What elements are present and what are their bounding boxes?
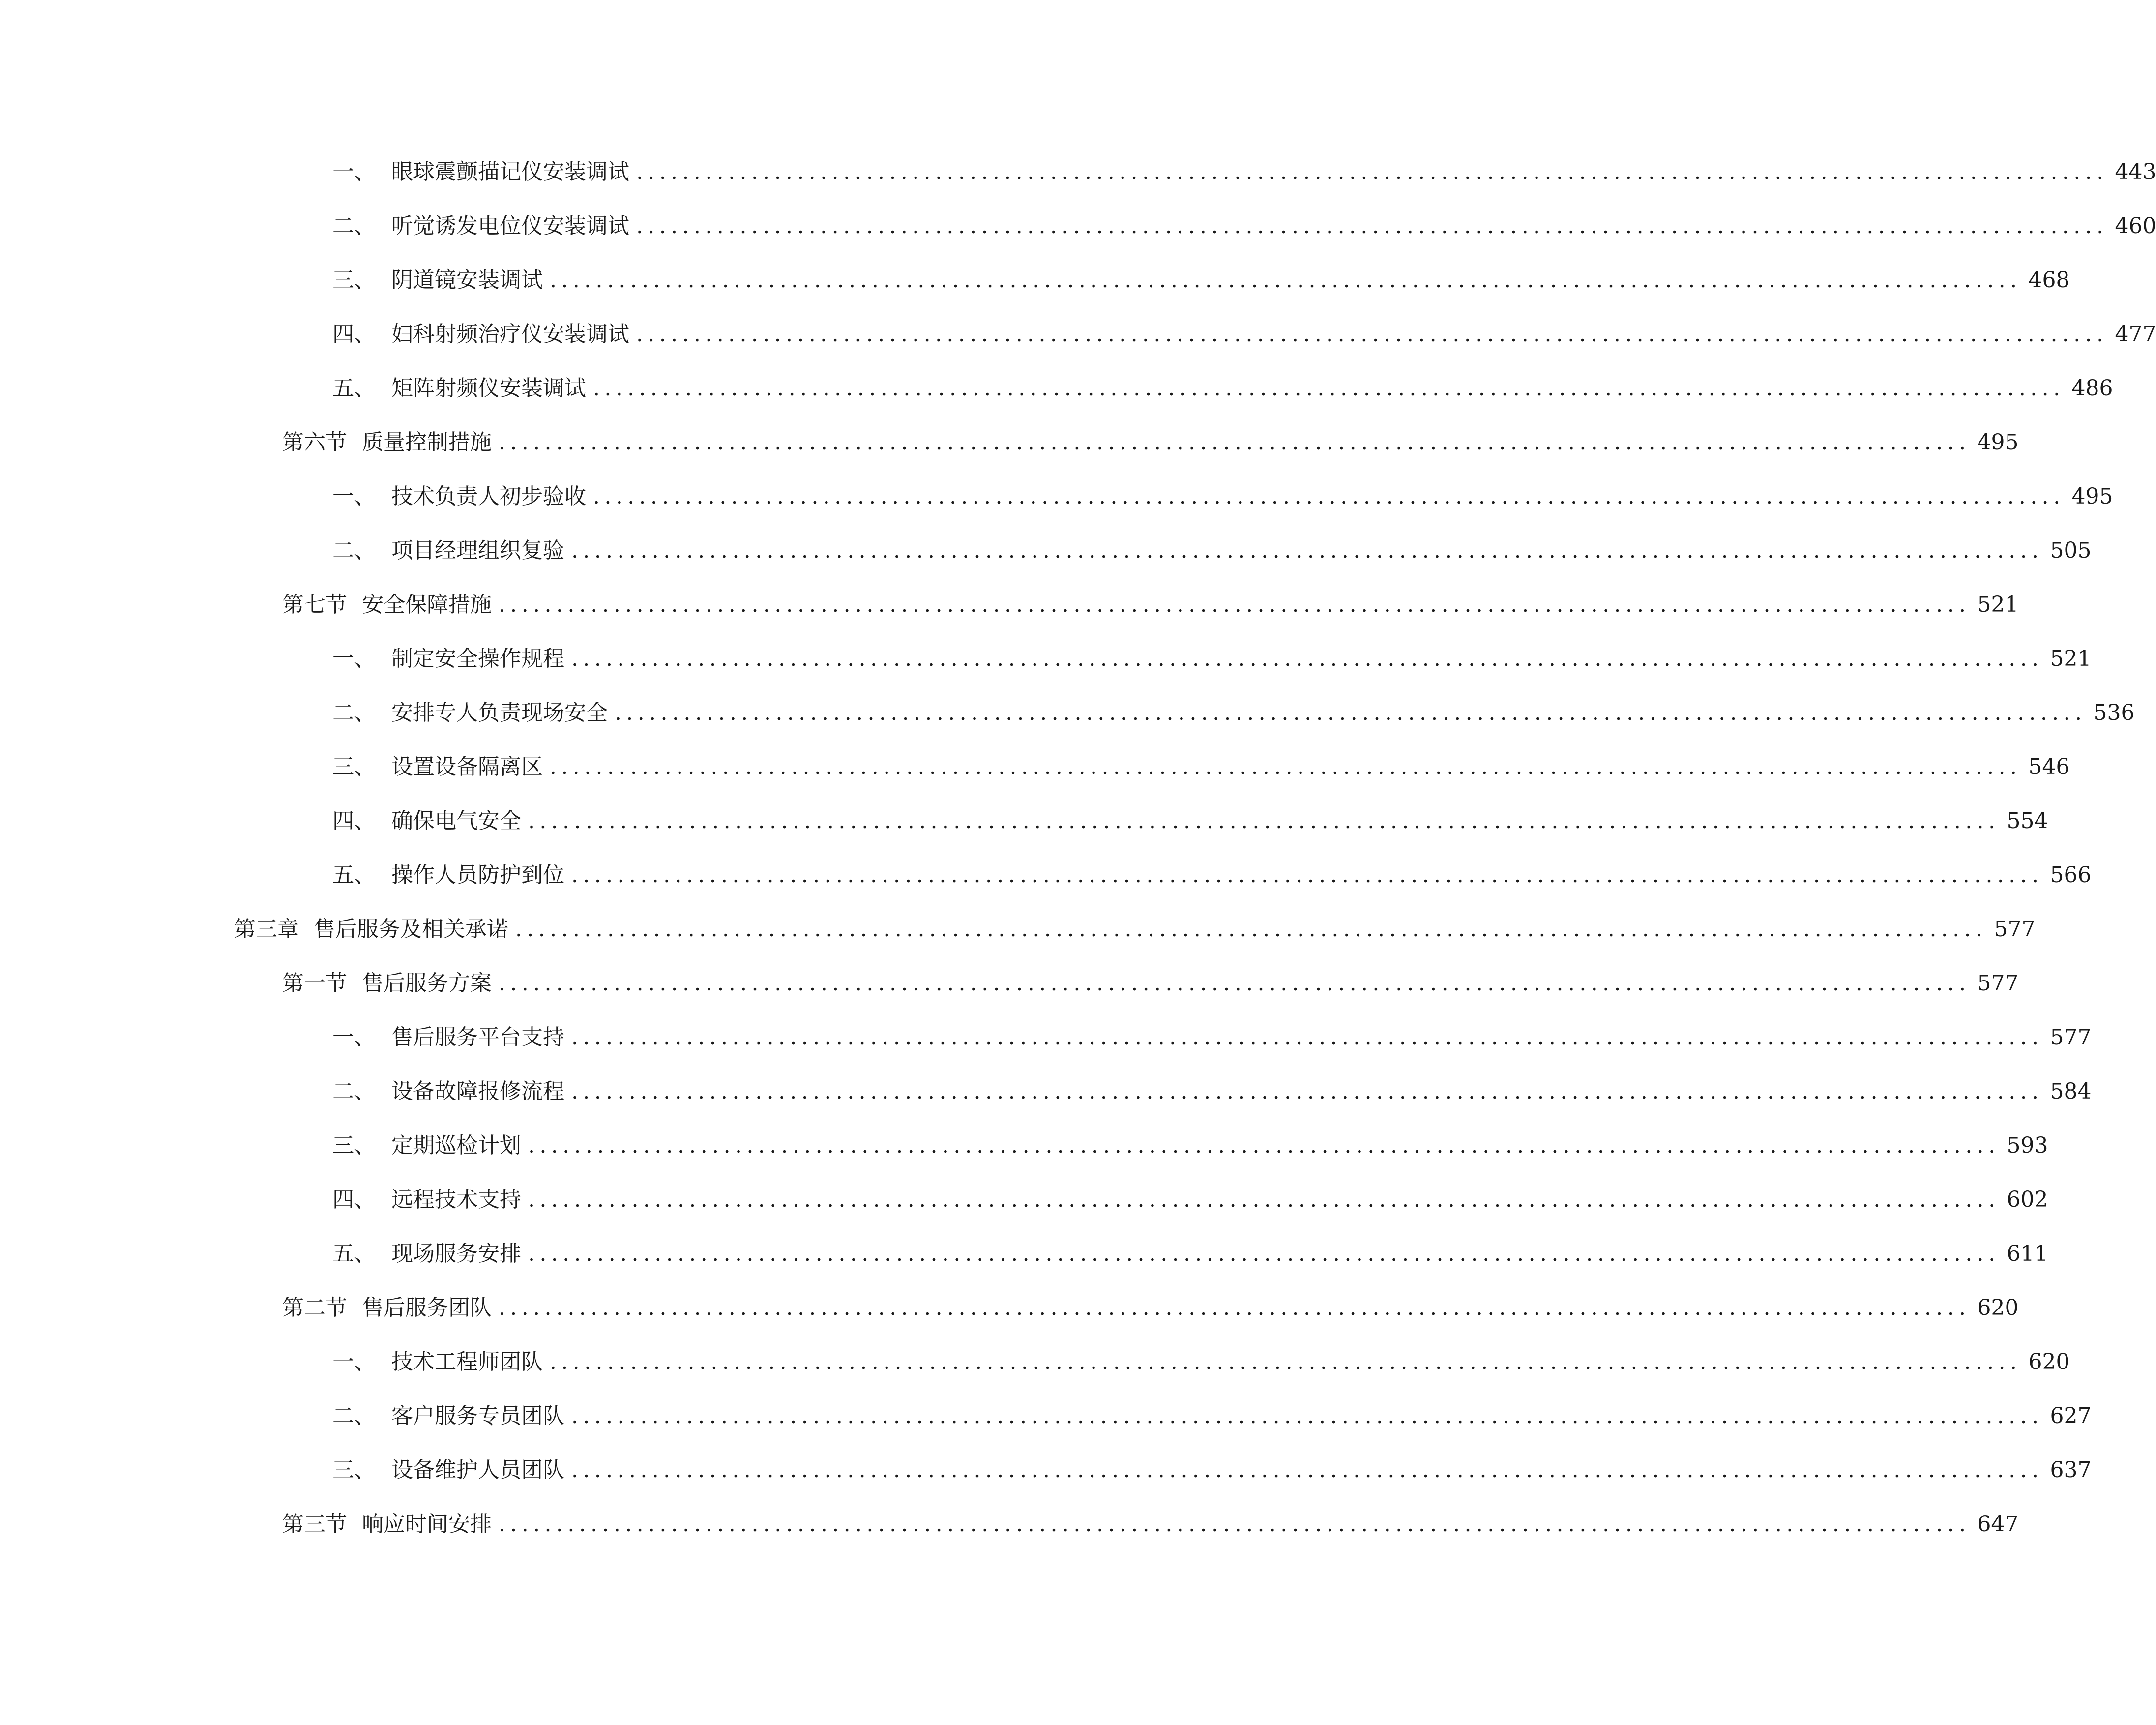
toc-dot-leader: ................................................................................................................................ [528,1241,2000,1266]
toc-dot-leader: ................................................................................................................................ [636,213,2108,238]
toc-entry-page: 602 [2007,1187,2048,1212]
toc-entry[interactable] [332,477,2113,516]
toc-entry-title: 客户服务专员团队 [391,1403,564,1428]
toc-entry-page: 620 [2028,1349,2070,1374]
toc-entry-page: 477 [2115,322,2156,347]
toc-entry-title: 妇科射频治疗仪安装调试 [391,322,629,347]
toc-entry-number: 三、 [332,754,376,779]
toc-entry[interactable] [332,639,2092,679]
toc-dot-leader: ................................................................................................................................ [515,917,1987,942]
toc-entry-page: 620 [1977,1295,2019,1320]
toc-dot-leader: ................................................................................................................................ [499,592,1971,617]
toc-entry-title: 安排专人负责现场安全 [391,700,608,725]
toc-entry-page: 546 [2028,754,2070,779]
toc-entry[interactable] [332,1397,2092,1436]
toc-dot-leader: ................................................................................................................................ [571,1457,2043,1483]
toc-dot-leader: ................................................................................................................................ [499,1512,1971,1537]
toc-entry-number: 二、 [332,213,376,238]
toc-entry-number: 二、 [332,700,376,725]
toc-entry[interactable] [282,964,2019,1003]
toc-entry-number: 五、 [332,376,376,401]
toc-dot-leader: ................................................................................................................................ [499,1295,1971,1320]
toc-entry-number: 二、 [332,1079,376,1104]
toc-entry[interactable] [332,747,2070,787]
toc-entry[interactable] [332,1126,2048,1165]
toc-entry[interactable] [282,423,2019,462]
toc-entry-page: 627 [2050,1403,2092,1428]
toc-dot-leader: ................................................................................................................................ [550,1349,2022,1374]
toc-entry-number: 一、 [332,1025,376,1050]
toc-entry-page: 536 [2093,700,2135,725]
toc-entry[interactable] [332,152,2156,192]
toc-entry-number: 二、 [332,538,376,563]
toc-entry-number: 二、 [332,1403,376,1428]
toc-entry-title: 阴道镜安装调试 [391,268,543,293]
toc-entry-number: 四、 [332,808,376,833]
toc-entry-page: 566 [2050,862,2092,888]
toc-entry-title: 售后服务团队 [362,1295,492,1320]
toc-dot-leader: ................................................................................................................................ [636,322,2108,347]
toc-entry[interactable] [332,693,2135,733]
toc-entry-number: 五、 [332,1241,376,1266]
toc-entry[interactable] [332,1342,2070,1382]
toc-entry-title: 现场服务安排 [391,1241,521,1266]
toc-entry-page: 505 [2050,538,2092,563]
toc-entry[interactable] [282,1505,2019,1544]
toc-entry-title: 售后服务及相关承诺 [314,917,508,942]
toc-entry-title: 质量控制措施 [362,430,492,455]
toc-entry-title: 项目经理组织复验 [391,538,564,563]
toc-entry-number: 一、 [332,484,376,509]
toc-entry-page: 577 [1977,971,2019,996]
toc-entry[interactable] [332,802,2048,841]
toc-entry-page: 443 [2115,159,2156,184]
toc-entry-title: 定期巡检计划 [391,1133,521,1158]
toc-entry[interactable] [332,1451,2092,1490]
toc-dot-leader: ................................................................................................................................ [571,1403,2043,1428]
toc-entry-page: 593 [2007,1133,2048,1158]
toc-dot-leader: ................................................................................................................................ [528,1187,2000,1212]
toc-entry-number: 三、 [332,1133,376,1158]
toc-dot-leader: ................................................................................................................................ [550,754,2022,779]
toc-entry-number: 一、 [332,1349,376,1374]
toc-entry-title: 听觉诱发电位仪安装调试 [391,213,629,238]
toc-entry[interactable] [282,1288,2019,1328]
toc-entry[interactable] [332,1072,2092,1111]
toc-entry-page: 495 [2071,484,2113,509]
toc-dot-leader: ................................................................................................................................ [499,971,1971,996]
toc-entry-page: 495 [1977,430,2019,455]
toc-entry-page: 468 [2028,268,2070,293]
toc-entry-number: 四、 [332,1187,376,1212]
toc-entry[interactable] [234,910,2036,949]
toc-entry-title: 设备故障报修流程 [391,1079,564,1104]
toc-entry-title: 远程技术支持 [391,1187,521,1212]
toc-entry-title: 售后服务平台支持 [391,1025,564,1050]
toc-entry-title: 响应时间安排 [362,1512,492,1537]
toc-entry-number: 一、 [332,159,376,184]
toc-entry[interactable] [332,856,2092,895]
toc-entry-number: 三、 [332,268,376,293]
toc-entry-page: 647 [1977,1512,2019,1537]
toc-dot-leader: ................................................................................................................................ [571,646,2043,671]
toc-entry-page: 611 [2007,1241,2048,1266]
toc-dot-leader: ................................................................................................................................ [571,1079,2043,1104]
toc-entry-title: 售后服务方案 [362,971,492,996]
toc-entry-title: 技术工程师团队 [391,1349,543,1374]
toc-entry-title: 设置设备隔离区 [391,754,543,779]
toc-entry-title: 矩阵射频仪安装调试 [391,376,586,401]
toc-entry-number: 一、 [332,646,376,671]
toc-entry-page: 637 [2050,1457,2092,1483]
toc-entry-page: 577 [1994,917,2036,942]
toc-entry-number: 第一节 [282,971,347,996]
toc-entry-title: 安全保障措施 [362,592,492,617]
toc-entry[interactable] [332,531,2092,570]
toc-entry-number: 三、 [332,1457,376,1483]
toc-entry[interactable] [332,1180,2048,1219]
toc-entry-page: 521 [1977,592,2019,617]
toc-entry-page: 554 [2007,808,2048,833]
toc-dot-leader: ................................................................................................................................ [636,159,2108,184]
toc-entry[interactable] [332,1018,2092,1057]
toc-dot-leader: ................................................................................................................................ [571,538,2043,563]
toc-entry-page: 577 [2050,1025,2092,1050]
toc-entry-number: 四、 [332,322,376,347]
toc-entry[interactable] [332,369,2113,408]
toc-entry-title: 操作人员防护到位 [391,862,564,888]
toc-dot-leader: ................................................................................................................................ [615,700,2087,725]
toc-entry-title: 技术负责人初步验收 [391,484,586,509]
toc-entry[interactable] [332,207,2156,246]
toc-entry-number: 第六节 [282,430,347,455]
toc-dot-leader: ................................................................................................................................ [528,808,2000,833]
toc-entry[interactable] [332,261,2070,300]
toc-entry[interactable] [332,1234,2048,1274]
toc-entry-number: 第七节 [282,592,347,617]
toc-entry-title: 制定安全操作规程 [391,646,564,671]
toc-entry[interactable] [282,585,2019,625]
toc-entry-number: 第二节 [282,1295,347,1320]
toc-entry-number: 五、 [332,862,376,888]
toc-dot-leader: ................................................................................................................................ [528,1133,2000,1158]
toc-entry-page: 584 [2050,1079,2092,1104]
toc-entry-title: 眼球震颤描记仪安装调试 [391,159,629,184]
toc-entry-page: 486 [2071,376,2113,401]
toc-dot-leader: ................................................................................................................................ [550,268,2022,293]
toc-entry-title: 设备维护人员团队 [391,1457,564,1483]
toc-entry-title: 确保电气安全 [391,808,521,833]
toc-entry-page: 521 [2050,646,2092,671]
toc-dot-leader: ................................................................................................................................ [593,376,2065,401]
toc-dot-leader: ................................................................................................................................ [499,430,1971,455]
toc-dot-leader: ................................................................................................................................ [571,862,2043,888]
toc-entry-number: 第三章 [234,917,299,942]
toc-dot-leader: ................................................................................................................................ [571,1025,2043,1050]
toc-entry-number: 第三节 [282,1512,347,1537]
toc-entry[interactable] [332,315,2156,354]
toc-entry-page: 460 [2115,213,2156,238]
toc-dot-leader: ................................................................................................................................ [593,484,2065,509]
